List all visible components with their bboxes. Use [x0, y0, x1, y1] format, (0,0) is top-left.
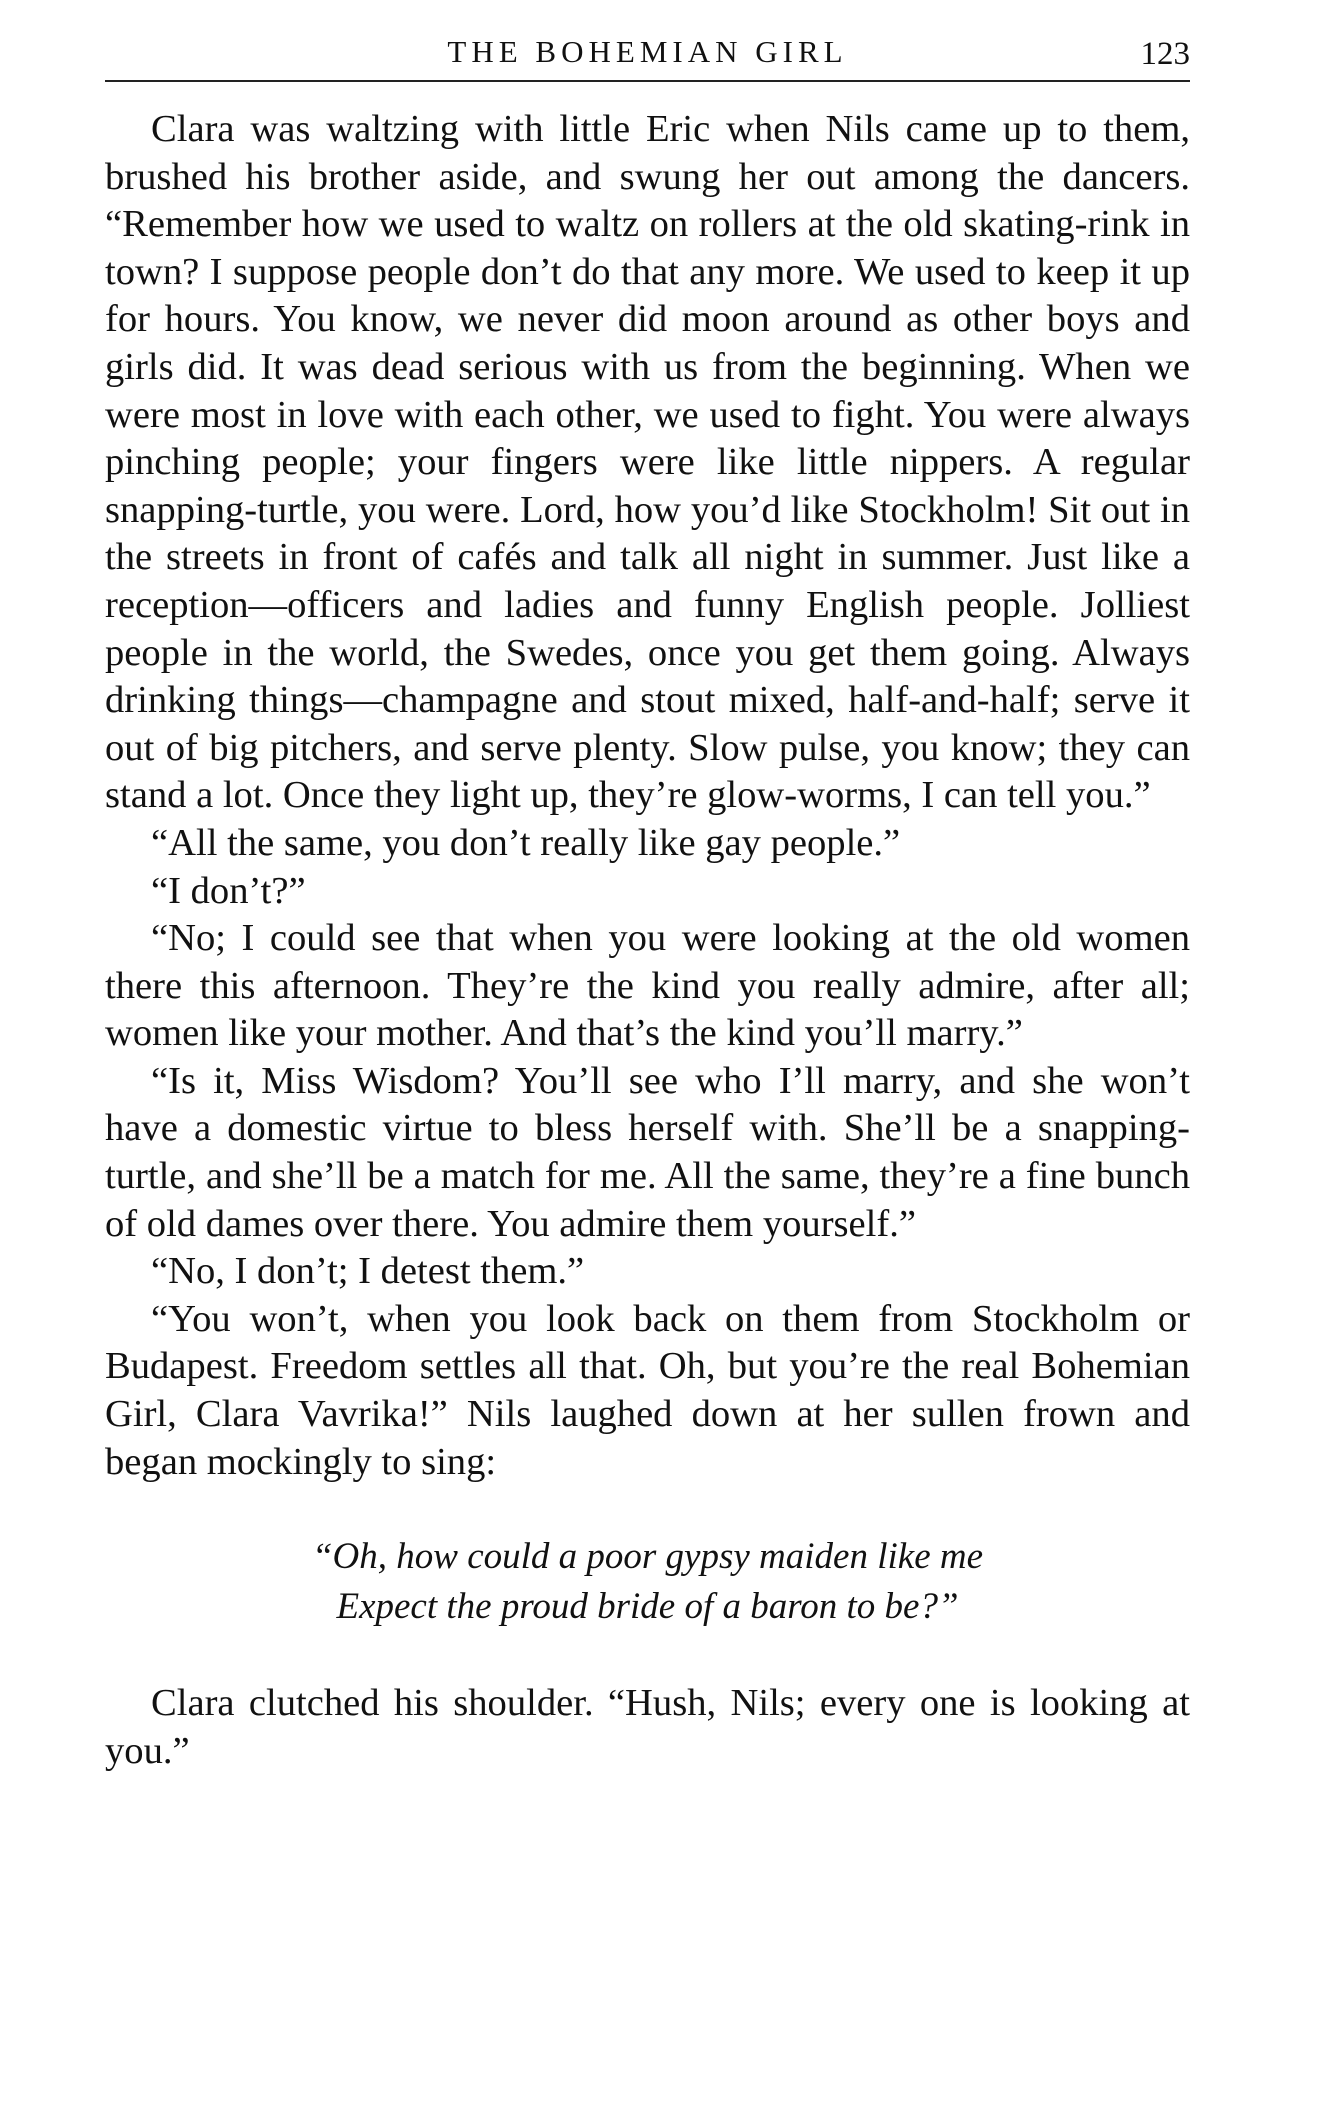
page-number: 123 — [1140, 36, 1190, 72]
song-verse — [105, 1532, 1190, 1632]
paragraph: “No, I don’t; I detest them.” — [151, 1250, 585, 1293]
closing-paragraph: Clara clutched his shoulder. “Hush, Nils; every one is looking at you.” — [105, 1682, 1190, 1772]
verse-line: Expect the proud bride of a baron to be?” — [336, 1586, 959, 1628]
paragraph: “You won’t, when you look back on them from Stockholm or Budapest. Freedom settles all that. Oh, but you’re the real Bohemian Girl, Clara Vavrika!” Nils laughed down at her sullen frown and began mockingly to sing: — [105, 1297, 1190, 1483]
body-text — [105, 106, 1190, 1775]
running-title: THE BOHEMIAN GIRL — [447, 34, 848, 69]
paragraph: Clara was waltzing with little Eric when Nils came up to them, brushed his brother aside, and swung her out among the dancers. “Remember how we used to waltz on rollers at the old skating-rink in town? I suppose people don’t do that any more. We used to keep it up for hours. You know, we never did moon around as other boys and girls did. It was dead serious with us from the beginning. When we were most in love with each other, we used to fight. You were always pinching people; your fingers were like little nippers. A regular snapping-turtle, you were. Lord, how you’d like Stockholm! Sit out in the streets in front of cafés and talk all night in summer. Just like a reception—officers and ladies and funny English people. Jolliest people in the world, the Swedes, once you get them going. Always drinking things—champagne and stout mixed, half-and-half; serve it out of big pitchers, and serve plenty. Slow pulse, you know; they can stand a lot. Once they light up, they’re glow-worms, I can tell you.” — [105, 108, 1190, 817]
paragraph: “All the same, you don’t really like gay people.” — [151, 821, 901, 864]
paragraph: “No; I could see that when you were looking at the old women there this afternoon. They’re the kind you really admire, after all; women like your mother. And that’s the kind you’ll marry.” — [105, 917, 1190, 1055]
paragraph: “I don’t?” — [151, 869, 306, 912]
book-page — [105, 28, 1190, 1775]
verse-line: “Oh, how could a poor gypsy maiden like me — [311, 1536, 984, 1578]
running-header — [105, 28, 1190, 82]
paragraph: “Is it, Miss Wisdom? You’ll see who I’ll marry, and she won’t have a domestic virtue to bless herself with. She’ll be a snapping-turtle, and she’ll be a match for me. All the same, they’re a fine bunch of old dames over there. You admire them yourself.” — [105, 1059, 1190, 1245]
